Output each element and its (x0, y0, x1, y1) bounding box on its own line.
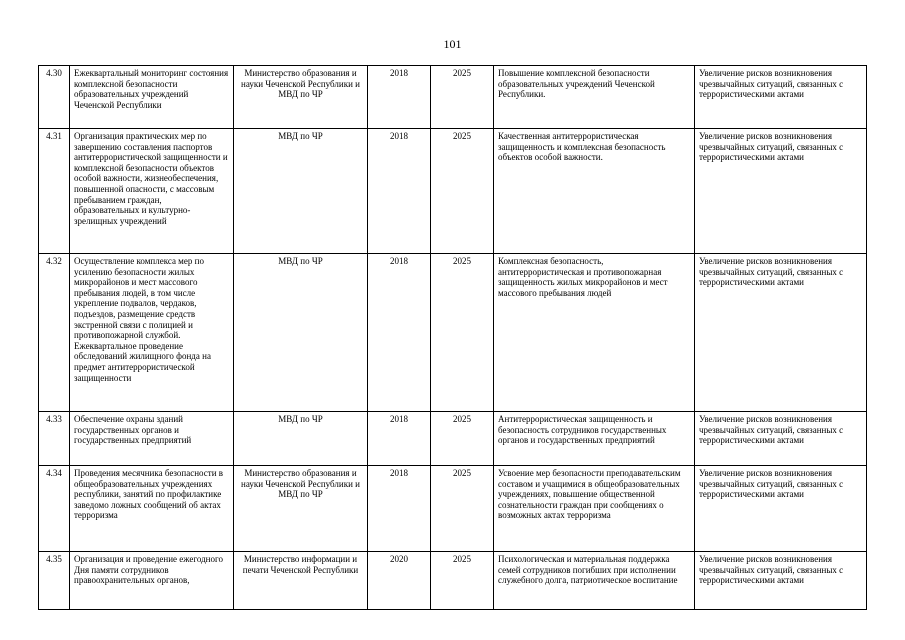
executor-text-cell (234, 66, 368, 129)
end-year-cell (431, 254, 494, 412)
item-number: 4.35 (46, 554, 62, 564)
table-row (39, 129, 867, 254)
executor-text-cell (234, 129, 368, 254)
start-year-cell (368, 412, 431, 466)
risk-text: Увеличение рисков возникновения чрезвычайных ситуаций, связанных с террористическими актами (699, 256, 844, 288)
end-year-cell (431, 412, 494, 466)
risk-text: Увеличение рисков возникновения чрезвычайных ситуаций, связанных с террористическими актами (699, 131, 844, 163)
expected-result: Повышение комплексной безопасности образовательных учреждений Чеченской Республики. (498, 68, 655, 100)
start-year: 2018 (390, 414, 408, 424)
expected-result: Антитеррористическая защищенность и безопасность сотрудников государственных органов и государственных предприятий (498, 414, 667, 446)
start-year: 2020 (390, 554, 408, 564)
executor-text-cell (234, 254, 368, 412)
measure-text: Обеспечение охраны зданий государственных органов и государственных предприятий (74, 414, 192, 446)
item-number: 4.33 (46, 414, 62, 424)
item-number-cell (39, 129, 70, 254)
measure-text: Организация практических мер по завершению составления паспортов антитеррористической защищенности и комплексной безопасности объектов особой важности, жизнеобеспечения, повышенной опасности, с массовым пребыванием граждан, образовательных и культурно-зрелищных учреждений (74, 131, 228, 226)
measure-text: Осуществление комплекса мер по усилению безопасности жилых микрорайонов и мест массового пребывания людей, в том числе укрепление подвалов, чердаков, подъездов, размещение средств экстренной связи с полицией и противопожарной службой. Ежеквартальное проведение обследований жилищного фонда на предмет антитеррористической защищенности (74, 256, 211, 383)
executor-text: Министерство образования и науки Чеченской Республики и МВД по ЧР (241, 468, 360, 500)
start-year: 2018 (390, 468, 408, 478)
item-number-cell (39, 66, 70, 129)
measure-text: Проведения месячника безопасности в общеобразовательных учреждениях республики, занятий по профилактике заведомо ложных сообщений об актах терроризма (74, 468, 224, 521)
measure-text-cell (70, 552, 234, 610)
measure-text-cell (70, 66, 234, 129)
item-number-cell (39, 254, 70, 412)
start-year-cell (368, 254, 431, 412)
item-number: 4.30 (46, 68, 62, 78)
executor-text: Министерство информации и печати Чеченской Республики (242, 554, 359, 575)
measure-text-cell (70, 466, 234, 552)
end-year: 2025 (453, 131, 471, 141)
risk-text: Увеличение рисков возникновения чрезвычайных ситуаций, связанных с террористическими актами (699, 414, 844, 446)
start-year: 2018 (390, 68, 408, 78)
expected-result-cell (494, 66, 695, 129)
end-year: 2025 (453, 554, 471, 564)
item-number-cell (39, 412, 70, 466)
table-row (39, 254, 867, 412)
risk-text-cell (695, 254, 867, 412)
end-year-cell (431, 552, 494, 610)
end-year-cell (431, 129, 494, 254)
expected-result: Качественная антитеррористическая защищенность и комплексная безопасность объектов особой важности. (498, 131, 666, 163)
end-year-cell (431, 66, 494, 129)
expected-result: Комплексная безопасность, антитеррористическая и противопожарная защищенность жилых микрорайонов и мест массового пребывания людей (498, 256, 668, 298)
measure-text-cell (70, 412, 234, 466)
start-year-cell (368, 552, 431, 610)
expected-result-cell (494, 466, 695, 552)
measure-text-cell (70, 129, 234, 254)
program-table (38, 65, 867, 610)
risk-text: Увеличение рисков возникновения чрезвычайных ситуаций, связанных с террористическими актами (699, 68, 844, 100)
risk-text-cell (695, 552, 867, 610)
table-row (39, 66, 867, 129)
end-year-cell (431, 466, 494, 552)
start-year: 2018 (390, 131, 408, 141)
start-year: 2018 (390, 256, 408, 266)
expected-result-cell (494, 412, 695, 466)
end-year: 2025 (453, 414, 471, 424)
measure-text-cell (70, 254, 234, 412)
item-number: 4.31 (46, 131, 62, 141)
item-number-cell (39, 466, 70, 552)
executor-text: МВД по ЧР (278, 256, 323, 266)
risk-text-cell (695, 412, 867, 466)
executor-text: МВД по ЧР (278, 414, 323, 424)
executor-text-cell (234, 466, 368, 552)
end-year: 2025 (453, 256, 471, 266)
start-year-cell (368, 129, 431, 254)
expected-result-cell (494, 552, 695, 610)
table-row (39, 552, 867, 610)
risk-text: Увеличение рисков возникновения чрезвычайных ситуаций, связанных с террористическими актами (699, 468, 844, 500)
expected-result-cell (494, 129, 695, 254)
expected-result-cell (494, 254, 695, 412)
expected-result: Психологическая и материальная поддержка семей сотрудников погибших при исполнении служебного долга, патриотическое воспитание (498, 554, 678, 586)
executor-text: Министерство образования и науки Чеченской Республики и МВД по ЧР (241, 68, 360, 100)
risk-text-cell (695, 66, 867, 129)
start-year-cell (368, 66, 431, 129)
item-number: 4.32 (46, 256, 62, 266)
start-year-cell (368, 466, 431, 552)
end-year: 2025 (453, 68, 471, 78)
executor-text-cell (234, 552, 368, 610)
executor-text: МВД по ЧР (278, 131, 323, 141)
executor-text-cell (234, 412, 368, 466)
risk-text-cell (695, 466, 867, 552)
measure-text: Ежеквартальный мониторинг состояния комплексной безопасности образовательных учреждений Чеченской Республики (74, 68, 229, 110)
item-number-cell (39, 552, 70, 610)
risk-text: Увеличение рисков возникновения чрезвычайных ситуаций, связанных с террористическими актами (699, 554, 844, 586)
risk-text-cell (695, 129, 867, 254)
item-number: 4.34 (46, 468, 62, 478)
table-row (39, 466, 867, 552)
measure-text: Организация и проведение ежегодного Дня памяти сотрудников правоохранительных органов, (74, 554, 223, 586)
page-number: 101 (443, 37, 462, 51)
expected-result: Усвоение мер безопасности преподавательским составом и учащимися в общеобразовательных учреждениях, повышение общественной сознательности граждан при сообщениях о возможных актах терроризма (498, 468, 681, 521)
table-row (39, 412, 867, 466)
end-year: 2025 (453, 468, 471, 478)
